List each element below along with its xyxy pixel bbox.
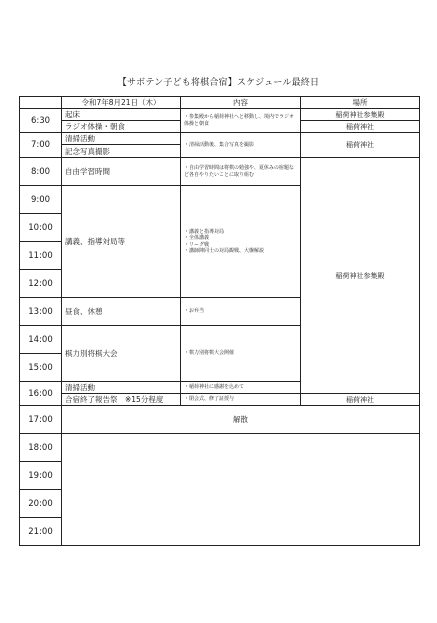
content-line: ・全体講義 — [184, 235, 210, 241]
activity-cell: 清掃活動 — [62, 382, 181, 394]
time-cell: 8:00 — [20, 158, 62, 186]
content-cell: ・稲荷神社に感謝を込めて — [181, 382, 301, 394]
content-line: ・講義と指導対局 — [184, 228, 225, 235]
content-cell: ・棋力別将棋大会開催 — [181, 326, 301, 382]
time-cell: 20:00 — [20, 490, 62, 518]
table-row — [20, 406, 420, 434]
time-cell: 18:00 — [20, 434, 62, 462]
time-cell: 15:00 — [20, 354, 62, 382]
time-cell: 13:00 — [20, 298, 62, 326]
table-row — [20, 158, 420, 186]
time-cell: 17:00 — [20, 406, 62, 434]
time-cell: 16:00 — [20, 382, 62, 406]
table-row — [20, 434, 420, 462]
content-cell: ・閉会式、修了証授与 — [181, 394, 301, 406]
activity-cell: 講義、指導対局等 — [62, 186, 181, 298]
place-cell: 稲荷神社 — [301, 133, 420, 158]
time-cell: 11:00 — [20, 242, 62, 270]
place-cell: 稲荷神社 — [301, 394, 420, 406]
time-cell: 6:30 — [20, 109, 62, 133]
content-line: ・リーグ戦 — [184, 241, 210, 248]
page-title: 【サボテン子ども将棋合宿】スケジュール最終日 — [117, 78, 320, 88]
dismissal-cell: 解散 — [62, 406, 420, 434]
header-place: 場所 — [301, 97, 420, 109]
content-cell: ・自由学習時間は将棋の勉強や、夏休みの宿題など各自やりたいことに取り組む — [181, 158, 301, 186]
time-cell: 21:00 — [20, 518, 62, 546]
table-row — [20, 133, 420, 145]
content-cell: ・参集殿から稲荷神社へと移動し、境内でラジオ体操と朝食 — [181, 109, 301, 133]
content-cell: ・お弁当 — [181, 298, 301, 326]
header-date: 令和7年8月21日（木） — [62, 97, 181, 109]
time-cell: 7:00 — [20, 133, 62, 158]
activity-cell: ラジオ体操・朝食 — [62, 121, 181, 133]
table-row — [20, 109, 420, 121]
time-cell: 12:00 — [20, 270, 62, 298]
header-row — [20, 97, 420, 109]
activity-cell: 起床 — [62, 109, 181, 121]
time-cell: 9:00 — [20, 186, 62, 214]
place-cell: 稲荷神社参集殿 — [301, 109, 420, 121]
time-cell: 14:00 — [20, 326, 62, 354]
activity-cell: 清掃活動 — [62, 133, 181, 145]
activity-cell: 自由学習時間 — [62, 158, 181, 186]
place-cell: 稲荷神社 — [301, 121, 420, 133]
activity-cell: 記念写真撮影 — [62, 145, 181, 158]
header-content: 内容 — [181, 97, 301, 109]
table-row — [20, 394, 420, 406]
activity-cell: 棋力別将棋大会 — [62, 326, 181, 382]
activity-cell: 合宿終了報告祭 ※15分程度 — [62, 394, 181, 406]
header-time — [20, 97, 62, 109]
schedule-table — [19, 96, 420, 546]
place-cell: 稲荷神社参集殿 — [301, 158, 420, 394]
content-line: ・講師陣同士の対局観戦、大盤解説 — [184, 248, 265, 254]
content-cell: ・清掃活動後、集合写真を撮影 — [181, 133, 301, 158]
empty-cell — [62, 434, 420, 546]
time-cell: 10:00 — [20, 214, 62, 242]
time-cell: 19:00 — [20, 462, 62, 490]
activity-cell: 昼食、休憩 — [62, 298, 181, 326]
content-cell — [181, 186, 301, 298]
